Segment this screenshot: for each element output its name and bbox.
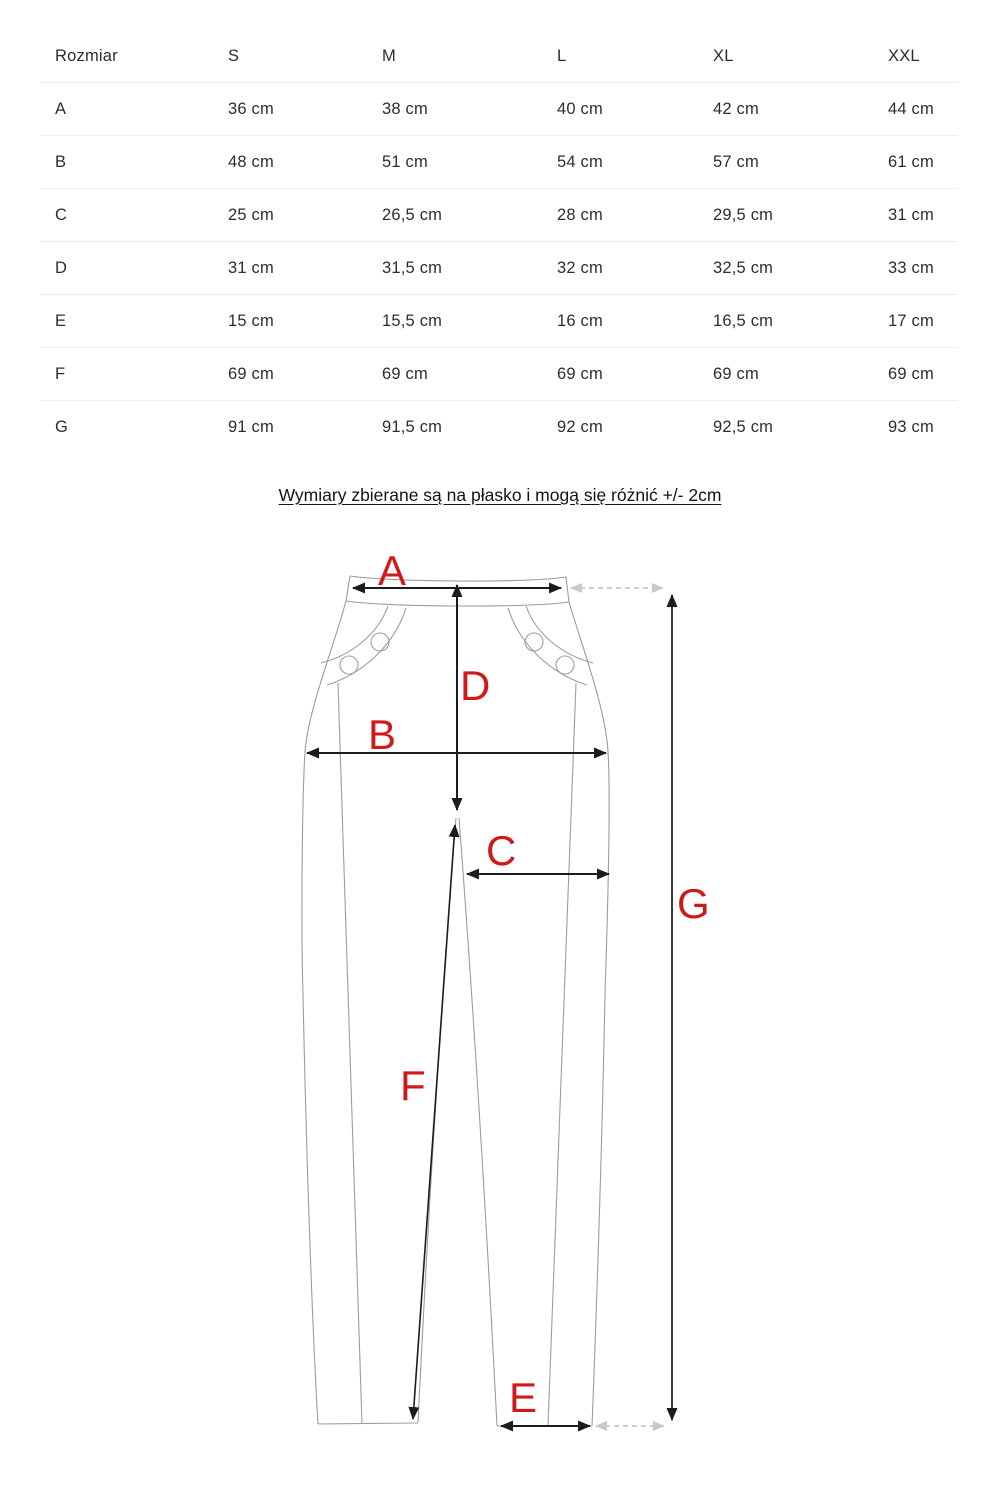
cell-value: 91,5 cm xyxy=(382,417,443,436)
table-header-row xyxy=(40,30,958,83)
table-row-b xyxy=(40,136,958,189)
table-row-e xyxy=(40,295,958,348)
cell-value: 29,5 cm xyxy=(713,205,774,224)
table-row-g xyxy=(40,401,958,453)
pants-outline xyxy=(302,576,609,1426)
row-label: G xyxy=(55,417,69,436)
row-label: C xyxy=(55,205,68,224)
measurement-arrows xyxy=(307,585,672,1426)
table-row-d xyxy=(40,242,958,295)
left-pocket xyxy=(321,606,406,685)
right-crease xyxy=(548,683,576,1426)
left-crease xyxy=(338,683,362,1424)
cell-value: 32 cm xyxy=(557,258,603,277)
measurement-note: Wymiary zbierane są na płasko i mogą się różnić +/- 2cm xyxy=(278,485,722,505)
cell-value: 69 cm xyxy=(382,364,428,383)
cell-value: 69 cm xyxy=(888,364,934,383)
pocket-button xyxy=(556,656,574,674)
cell-value: 25 cm xyxy=(228,205,274,224)
right-inseam xyxy=(459,818,497,1426)
pocket-button xyxy=(340,656,358,674)
row-label: B xyxy=(55,152,67,171)
cell-value: 16,5 cm xyxy=(713,311,774,330)
column-header-m: M xyxy=(382,46,396,65)
cell-value: 17 cm xyxy=(888,311,934,330)
left-inseam xyxy=(418,818,456,1423)
row-label: E xyxy=(55,311,67,330)
measure-label-c: C xyxy=(486,827,517,874)
cell-value: 69 cm xyxy=(713,364,759,383)
cell-value: 33 cm xyxy=(888,258,934,277)
cell-value: 31,5 cm xyxy=(382,258,443,277)
measure-label-a: A xyxy=(378,547,407,594)
measure-label-g: G xyxy=(677,880,710,927)
right-pocket xyxy=(508,606,593,685)
cell-value: 15 cm xyxy=(228,311,274,330)
measure-label-f: F xyxy=(400,1062,426,1109)
cell-value: 28 cm xyxy=(557,205,603,224)
cell-value: 69 cm xyxy=(228,364,274,383)
measurement-labels xyxy=(368,547,710,1421)
column-header-xl: XL xyxy=(713,46,734,65)
cell-value: 91 cm xyxy=(228,417,274,436)
cell-value: 26,5 cm xyxy=(382,205,443,224)
cell-value: 42 cm xyxy=(713,99,759,118)
row-label: D xyxy=(55,258,68,277)
measure-label-e: E xyxy=(509,1374,538,1421)
column-header-rozmiar: Rozmiar xyxy=(55,46,118,65)
cell-value: 54 cm xyxy=(557,152,603,171)
pocket-button xyxy=(371,633,389,651)
measure-label-d: D xyxy=(460,662,491,709)
cell-value: 31 cm xyxy=(888,205,934,224)
table-row-a xyxy=(40,83,958,136)
column-header-l: L xyxy=(557,46,567,65)
cell-value: 92,5 cm xyxy=(713,417,774,436)
cell-value: 36 cm xyxy=(228,99,274,118)
cell-value: 61 cm xyxy=(888,152,934,171)
left-hem xyxy=(318,1423,418,1424)
column-header-xxl: XXL xyxy=(888,46,920,65)
cell-value: 57 cm xyxy=(713,152,759,171)
pocket-button xyxy=(525,633,543,651)
cell-value: 16 cm xyxy=(557,311,603,330)
table-row-f xyxy=(40,348,958,401)
cell-value: 32,5 cm xyxy=(713,258,774,277)
cell-value: 48 cm xyxy=(228,152,274,171)
size-table xyxy=(0,0,1000,453)
cell-value: 44 cm xyxy=(888,99,934,118)
cell-value: 38 cm xyxy=(382,99,428,118)
cell-value: 40 cm xyxy=(557,99,603,118)
measure-arrow-f xyxy=(413,825,455,1419)
row-label: F xyxy=(55,364,66,383)
cell-value: 93 cm xyxy=(888,417,934,436)
cell-value: 69 cm xyxy=(557,364,603,383)
table-row-c xyxy=(40,189,958,242)
column-header-s: S xyxy=(228,46,240,65)
right-outer-seam xyxy=(569,602,609,1426)
cell-value: 31 cm xyxy=(228,258,274,277)
cell-value: 15,5 cm xyxy=(382,311,443,330)
row-label: A xyxy=(55,99,67,118)
measure-label-b: B xyxy=(368,711,397,758)
pants-measurement-diagram xyxy=(288,546,712,1444)
cell-value: 51 cm xyxy=(382,152,428,171)
cell-value: 92 cm xyxy=(557,417,603,436)
